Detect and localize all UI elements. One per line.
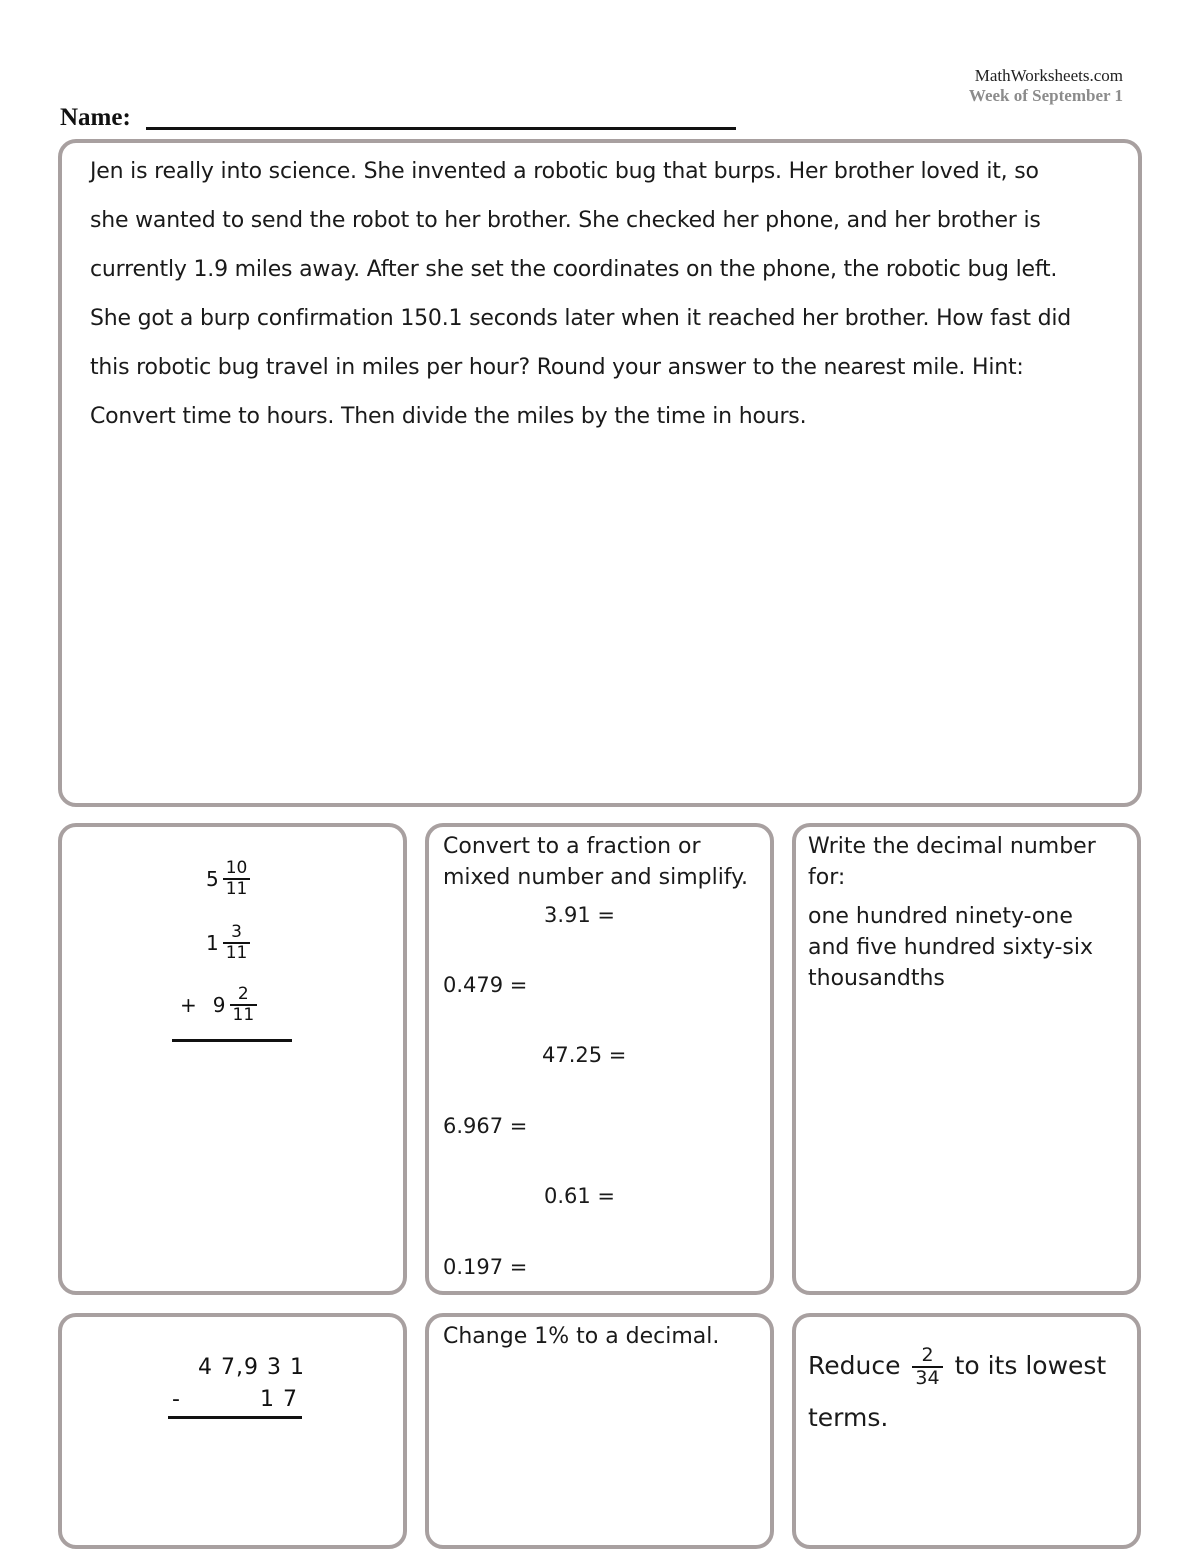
story-line: She got a burp confirmation 150.1 seconds later when it reached her brother. How fast did xyxy=(90,306,1072,331)
numerator: 10 xyxy=(225,858,248,878)
denominator: 11 xyxy=(223,942,251,963)
denominator: 11 xyxy=(230,1004,258,1025)
convert-item: 47.25 = xyxy=(542,1043,627,1067)
reduce-line xyxy=(808,1345,1106,1389)
answer-line xyxy=(168,1416,302,1419)
decimal-words-box xyxy=(792,823,1141,1295)
reduce-line-2: terms. xyxy=(808,1403,889,1432)
convert-item: 6.967 = xyxy=(443,1114,528,1138)
convert-item: 0.197 = xyxy=(443,1255,528,1279)
numerator: 2 xyxy=(921,1344,934,1366)
site-name: MathWorksheets.com xyxy=(974,66,1123,85)
denominator: 34 xyxy=(912,1366,942,1389)
fraction xyxy=(912,1345,942,1389)
story-problem-text xyxy=(90,147,1120,441)
story-line: currently 1.9 miles away. After she set the coordinates on the phone, the robotic bug left. xyxy=(90,257,1058,282)
answer-line xyxy=(172,1039,292,1042)
words-line: one hundred ninety-one xyxy=(808,904,1073,929)
story-line: she wanted to send the robot to her brother. She checked her phone, and her brother is xyxy=(90,208,1041,233)
name-line[interactable] xyxy=(146,127,736,130)
instruction-line: for: xyxy=(808,865,846,890)
words-line: thousandths xyxy=(808,966,945,991)
fraction xyxy=(230,985,258,1025)
story-line: Jen is really into science. She invented a robotic bug that burps. Her brother loved it, so xyxy=(90,159,1039,184)
minuend: 4 7,9 3 1 xyxy=(198,1355,305,1380)
percent-instruction: Change 1% to a decimal. xyxy=(443,1324,720,1349)
subtrahend: 1 7 xyxy=(260,1387,298,1412)
instruction-line: Write the decimal number xyxy=(808,834,1096,859)
whole: 5 xyxy=(206,867,219,891)
convert-item: 0.61 = xyxy=(544,1184,616,1208)
week-label: Week of September 1 xyxy=(968,86,1123,105)
convert-fraction-box xyxy=(425,823,774,1295)
site-header xyxy=(969,66,1123,106)
whole: 1 xyxy=(206,931,219,955)
convert-instruction xyxy=(443,831,748,893)
mixed-addition-box xyxy=(58,823,407,1295)
instruction-line: mixed number and simplify. xyxy=(443,865,749,890)
whole: 9 xyxy=(212,993,226,1017)
decimal-instruction xyxy=(808,831,1096,893)
reduce-suffix: to its lowest xyxy=(954,1351,1107,1380)
convert-item: 3.91 = xyxy=(544,903,616,927)
words-line: and five hundred sixty-six xyxy=(808,935,1094,960)
denominator: 11 xyxy=(223,878,251,899)
reduce-box xyxy=(792,1313,1141,1549)
convert-item: 0.479 = xyxy=(443,973,528,997)
story-line: this robotic bug travel in miles per hour? Round your answer to the nearest mile. Hint: xyxy=(90,355,1024,380)
reduce-prefix: Reduce xyxy=(808,1351,901,1380)
name-label: Name: xyxy=(60,104,131,131)
percent-box xyxy=(425,1313,774,1549)
numerator: 2 xyxy=(237,984,249,1004)
story-problem-box xyxy=(58,139,1142,807)
story-line: Convert time to hours. Then divide the miles by the time in hours. xyxy=(90,404,807,429)
mixed-term xyxy=(206,923,250,963)
decimal-words xyxy=(808,901,1093,994)
subtraction-box xyxy=(58,1313,407,1549)
minus-sign: - xyxy=(172,1387,180,1412)
mixed-term xyxy=(206,859,250,899)
fraction xyxy=(223,859,251,899)
numerator: 3 xyxy=(231,922,242,942)
mixed-term xyxy=(180,985,257,1025)
instruction-line: Convert to a fraction or xyxy=(443,834,701,859)
plus-sign: + xyxy=(180,993,197,1017)
fraction xyxy=(223,923,251,963)
